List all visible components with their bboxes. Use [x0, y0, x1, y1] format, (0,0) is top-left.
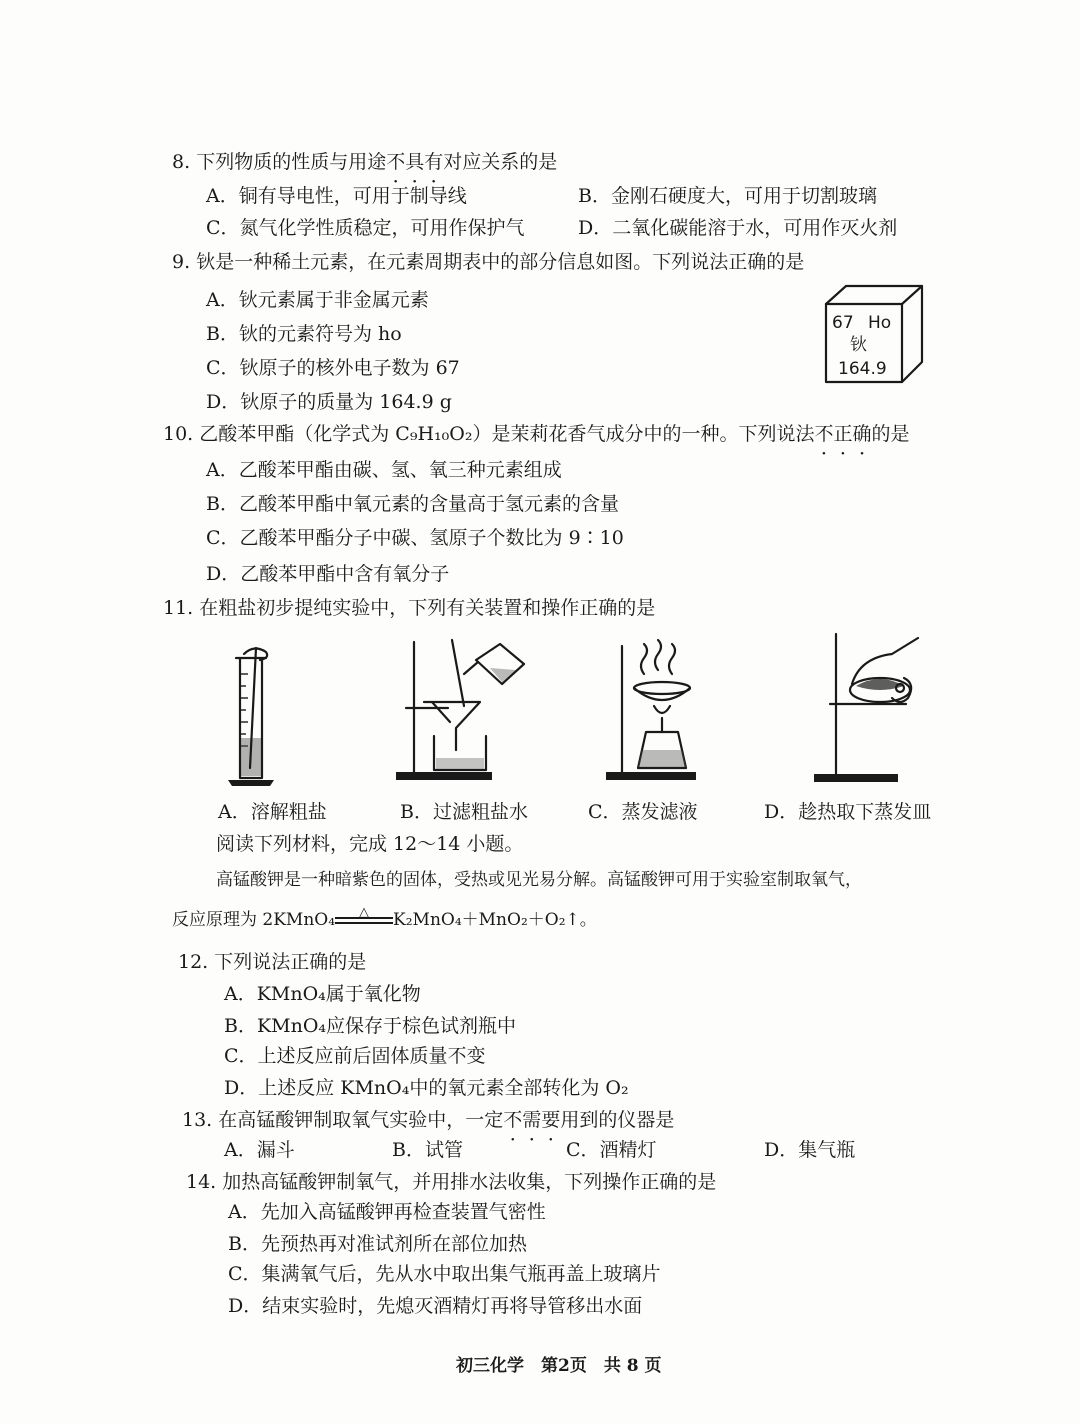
- q11-option-d: D．趁热取下蒸发皿: [764, 801, 932, 823]
- flame: [654, 706, 670, 713]
- q13-option-d: D．集气瓶: [764, 1139, 856, 1161]
- q11-option-b: B．过滤粗盐水: [400, 801, 528, 823]
- emphasis-char: 正: [833, 423, 853, 445]
- q11-stem: 11. 在粗盐初步提纯实验中，下列有关装置和操作正确的是: [163, 597, 656, 619]
- q13-option-b: B．试管: [392, 1139, 463, 1161]
- element-symbol: Ho: [868, 313, 892, 333]
- element-name: 钬: [850, 335, 867, 355]
- page-footer: 初三化学 第2页 共 8 页: [456, 1356, 662, 1376]
- q9-option-d: D．钬原子的质量为 164.9 g: [206, 391, 452, 413]
- q12-option-c: C．上述反应前后固体质量不变: [224, 1045, 486, 1067]
- reading-intro: 阅读下列材料，完成 12～14 小题。: [216, 833, 524, 855]
- q12-option-a: A．KMnO₄属于氧化物: [224, 983, 421, 1005]
- q11-option-c: C．蒸发滤液: [588, 801, 698, 823]
- q14-stem: 14. 加热高锰酸钾制氧气，并用排水法收集，下列操作正确的是: [186, 1171, 717, 1193]
- q10-option-b: B．乙酸苯甲酯中氧元素的含量高于氢元素的含量: [206, 493, 619, 515]
- q10-option-c: C．乙酸苯甲酯分子中碳、氢原子个数比为 9∶10: [206, 527, 624, 549]
- emphasis-char: 要: [541, 1109, 561, 1131]
- q12-option-d: D．上述反应 KMnO₄中的氧元素全部转化为 O₂: [224, 1077, 629, 1099]
- q8-option-b: B．金刚石硬度大，可用于切割玻璃: [578, 185, 877, 207]
- equation-arrow: △: [335, 917, 393, 924]
- q14-option-a: A．先加入高锰酸钾再检查装置气密性: [228, 1201, 546, 1223]
- q9-option-a: A．钬元素属于非金属元素: [206, 289, 429, 311]
- emphasis-char: 具: [405, 151, 425, 173]
- element-card: [820, 282, 930, 392]
- q11-option-a: A．溶解粗盐: [218, 801, 327, 823]
- q12-stem: 12. 下列说法正确的是: [178, 951, 367, 973]
- q9-option-c: C．钬原子的核外电子数为 67: [206, 357, 460, 379]
- q8-option-c: C．氮气化学性质稳定，可用作保护气: [206, 217, 525, 239]
- element-number: 67: [832, 313, 854, 333]
- q8-option-a: A．铜有导电性，可用于制导线: [206, 185, 467, 207]
- evaporation-illustration: [598, 640, 708, 788]
- filtration-illustration: [392, 632, 542, 788]
- glass-rod: [452, 640, 464, 706]
- element-mass: 164.9: [838, 359, 887, 379]
- q10-option-a: A．乙酸苯甲酯由碳、氢、氧三种元素组成: [206, 459, 562, 481]
- remove-dish-illustration: [800, 628, 930, 788]
- q8-stem: 8. 下列物质的性质与用途不具有对应关系的是: [172, 151, 558, 173]
- q13-stem: 13. 在高锰酸钾制取氧气实验中，一定不需要用到的仪器是: [182, 1109, 675, 1131]
- q10-option-d: D．乙酸苯甲酯中含有氧分子: [206, 563, 450, 585]
- q13-option-c: C．酒精灯: [566, 1139, 657, 1161]
- q12-option-b: B．KMnO₄应保存于棕色试剂瓶中: [224, 1015, 517, 1037]
- q10-stem: 10. 乙酸苯甲酯（化学式为 C₉H₁₀O₂）是茉莉花香气成分中的一种。下列说法不正确的是: [163, 423, 910, 445]
- dissolve-salt-illustration: [220, 640, 290, 790]
- q9-stem: 9. 钬是一种稀土元素，在元素周期表中的部分信息如图。下列说法正确的是: [172, 251, 805, 273]
- q14-option-d: D．结束实验时，先熄灭酒精灯再将导管移出水面: [228, 1295, 643, 1317]
- reading-equation: 反应原理为 2KMnO₄ △ K₂MnO₄＋MnO₂＋O₂↑。: [172, 905, 597, 930]
- emphasis-char: 不: [814, 423, 834, 445]
- emphasis-char: 不: [503, 1109, 523, 1131]
- emphasis-char: 需: [522, 1109, 542, 1131]
- q13-option-a: A．漏斗: [224, 1139, 295, 1161]
- q14-option-c: C．集满氧气后，先从水中取出集气瓶再盖上玻璃片: [228, 1263, 661, 1285]
- q9-option-b: B．钬的元素符号为 ho: [206, 323, 402, 345]
- q8-option-d: D．二氧化碳能溶于水，可用作灭火剂: [578, 217, 898, 239]
- emphasis-char: 不: [386, 151, 406, 173]
- emphasis-char: 有: [424, 151, 444, 173]
- emphasis-char: 确: [852, 423, 872, 445]
- q14-option-b: B．先预热再对准试剂所在部位加热: [228, 1233, 527, 1255]
- reading-line-1: 高锰酸钾是一种暗紫色的固体，受热或见光易分解。高锰酸钾可用于实验室制取氧气，: [216, 870, 862, 890]
